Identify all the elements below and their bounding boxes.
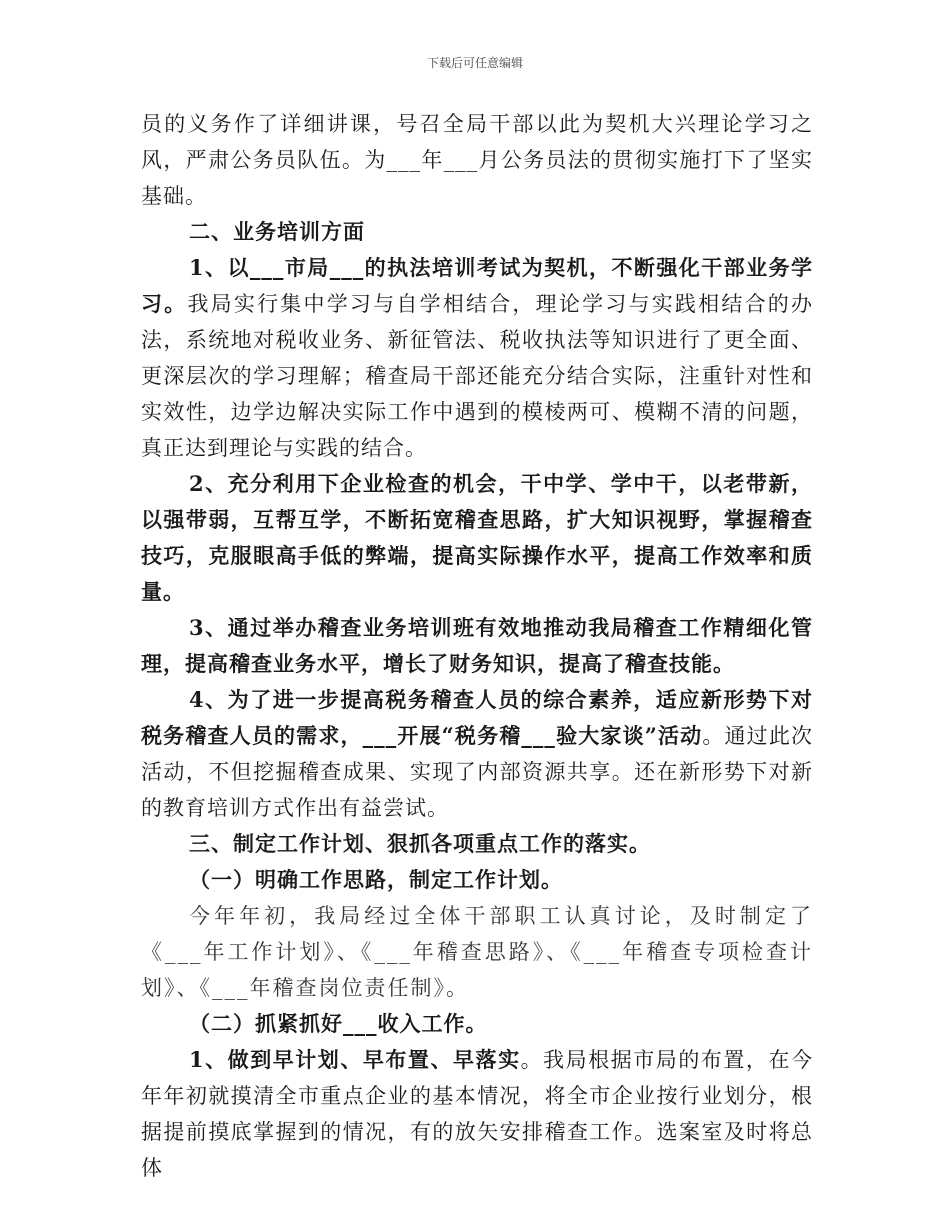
item-4-text: 。通过此次活动，不但挖掘稽查成果、实现了内部资源共享。还在新形势下对新的教育培训方式作出有益尝试。 [141,724,813,820]
section-heading-3: 三、制定工作计划、狠抓各项重点工作的落实。 [189,831,651,856]
paragraph-continuation: 员的义务作了详细讲课，号召全局干部以此为契机大兴理论学习之风，严肃公务员队伍。为___年___月公务员法的贯彻实施打下了坚实基础。 [141,112,813,208]
subheading-3-2: （二）抓紧抓好___收入工作。 [189,1011,488,1036]
item-4-paragraph [141,682,813,826]
item-1-lead: 1、以___市局___的执法培训考试为契机，不断强化干部业务学习。 [141,255,813,316]
section-heading-2: 二、业务培训方面 [189,219,365,244]
item-4-lead: 4、为了进一步提高税务稽查人员的综合素养，适应新形势下对税务稽查人员的需求，___开展“税务稽___验大家谈”活动 [141,687,813,748]
plan-paragraph: 今年年初，我局经过全体干部职工认真讨论，及时制定了《___年工作计划》、《___年稽查思路》、《___年稽查专项检查计划》、《___年稽查岗位责任制》。 [141,904,813,1000]
revenue-text: 。我局根据市局的布置，在今年年初就摸清全市重点企业的基本情况，将全市企业按行业划分，根据提前摸底掌握到的情况，有的放矢安排稽查工作。选案室及时将总体 [141,1048,813,1180]
item-3-paragraph: 3、通过举办稽查业务培训班有效地推动我局稽查工作精细化管理，提高稽查业务水平，增长了财务知识，提高了稽查技能。 [141,615,813,676]
header-note: 下载后可任意编辑 [426,56,523,70]
revenue-lead: 1、做到早计划、早布置、早落实 [189,1047,521,1072]
subheading-3-1: （一）明确工作思路，制定工作计划。 [189,867,563,892]
item-1-paragraph [141,250,813,466]
document-body [141,106,813,1186]
item-2-paragraph: 2、充分利用下企业检查的机会，干中学、学中干，以老带新，以强带弱，互帮互学，不断拓宽稽查思路，扩大知识视野，掌握稽查技巧，克服眼高手低的弊端，提高实际操作水平，提高工作效率和质量。 [141,471,813,604]
item-1-text: 我局实行集中学习与自学相结合，理论学习与实践相结合的办法，系统地对税收业务、新征管法、税收执法等知识进行了更全面、更深层次的学习理解；稽查局干部还能充分结合实际，注重针对性和实效性，边学边解决实际工作中遇到的模棱两可、模糊不清的问题，真正达到理论与实践的结合。 [141,292,814,460]
revenue-paragraph [141,1042,813,1186]
